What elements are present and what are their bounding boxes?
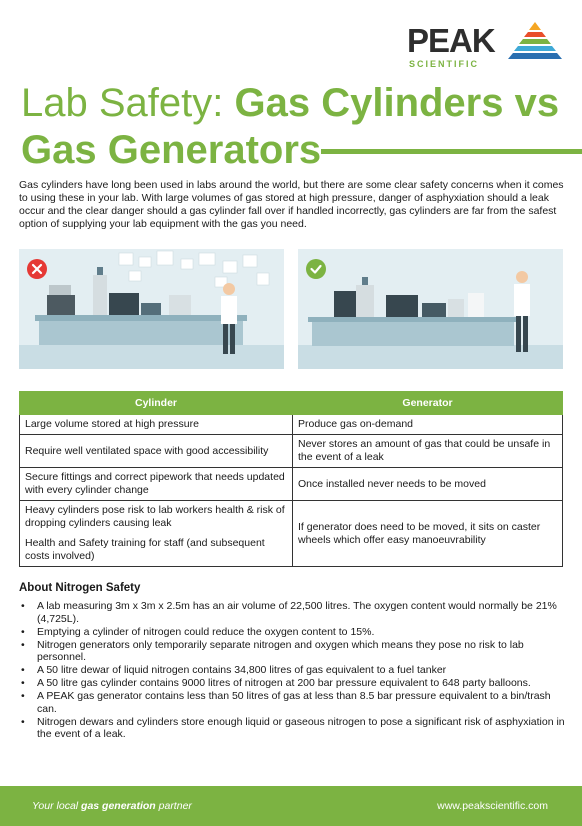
peak-logo <box>407 22 562 70</box>
table-row <box>20 415 563 435</box>
list-item: • A PEAK gas generator contains less than 50 litres of gas at less than 8.5 bar pressure equivalent to a bin/trash can. <box>19 690 567 715</box>
tagline-post: partner <box>155 800 192 812</box>
website-link[interactable]: www.peakscientific.com <box>437 800 548 812</box>
cylinder-cell <box>20 501 293 567</box>
cell-text: Health and Safety training for staff (and subsequent costs involved) <box>25 537 265 562</box>
cylinder-lab-illustration <box>19 249 284 369</box>
tagline-bold: gas generation <box>81 800 156 812</box>
cell-text: Heavy cylinders pose risk to lab workers health & risk of dropping cylinders causing leak <box>25 504 285 529</box>
list-item: • Nitrogen generators only temporarily separate nitrogen and oxygen which means they pose no risk to lab personnel. <box>19 639 567 664</box>
table-header-row <box>20 392 563 415</box>
list-item: • A 50 litre gas cylinder contains 9000 litres of nitrogen at 200 bar pressure equivalent to 648 party balloons. <box>19 677 567 690</box>
logo-word: PEAK <box>407 22 495 59</box>
nitrogen-facts-list <box>19 600 567 741</box>
generator-cell: If generator does need to be moved, it sits on caster wheels which offer easy manoeuvrability <box>293 501 563 567</box>
logo-subtitle: SCIENTIFIC <box>409 59 480 69</box>
title-light: Lab Safety: <box>21 81 235 125</box>
generator-cell: Once installed never needs to be moved <box>293 468 563 501</box>
cell-text: Large volume stored at high pressure <box>25 418 199 430</box>
generator-cell: Produce gas on-demand <box>293 415 563 435</box>
table-row <box>20 501 563 567</box>
header-cylinder: Cylinder <box>20 392 293 415</box>
comparison-table <box>19 391 563 567</box>
title-rule <box>321 149 582 154</box>
peak-mountain-icon <box>508 22 562 60</box>
tagline-pre: Your local <box>32 800 82 812</box>
table-row <box>20 468 563 501</box>
list-item: • Nitrogen dewars and cylinders store enough liquid or gaseous nitrogen to pose a significant risk of asphyxiation in the event of a leak. <box>19 716 567 741</box>
list-item: • A 50 litre dewar of liquid nitrogen contains 34,800 litres of gas equivalent to a fuel tanker <box>19 664 567 677</box>
check-icon <box>306 259 326 279</box>
cylinder-cell <box>20 435 293 468</box>
cross-icon <box>27 259 47 279</box>
cylinder-cell <box>20 468 293 501</box>
footer-tagline <box>32 800 192 812</box>
cylinder-cell <box>20 415 293 435</box>
cell-text: Secure fittings and correct pipework that needs updated with every cylinder change <box>25 471 285 496</box>
about-heading: About Nitrogen Safety <box>19 582 141 594</box>
list-item: • Emptying a cylinder of nitrogen could reduce the oxygen content to 15%. <box>19 626 567 639</box>
generator-lab-illustration <box>298 249 563 369</box>
list-item: • A lab measuring 3m x 3m x 2.5m has an air volume of 22,500 litres. The oxygen content would normally be 21% (4,725L). <box>19 600 567 625</box>
header-generator: Generator <box>293 392 563 415</box>
page-title <box>21 80 581 127</box>
intro-paragraph: Gas cylinders have long been used in labs around the world, but there are some clear safety concerns when it comes to using these in your lab. With large volumes of gas stored at high pressure, danger of asphyxiation should a leak occur and the clear danger should a gas cylinder fall over if handled incorrectly, gas cylinders are far from the safest option of supplying your lab equipment with the gas you need. <box>19 179 564 230</box>
title-line-2: Gas Generators <box>21 128 322 172</box>
cell-text: Require well ventilated space with good accessibility <box>25 444 269 457</box>
table-row <box>20 435 563 468</box>
generator-cell: Never stores an amount of gas that could be unsafe in the event of a leak <box>293 435 563 468</box>
footer-bar <box>0 786 582 826</box>
title-bold-a: Gas Cylinders vs <box>234 81 560 125</box>
